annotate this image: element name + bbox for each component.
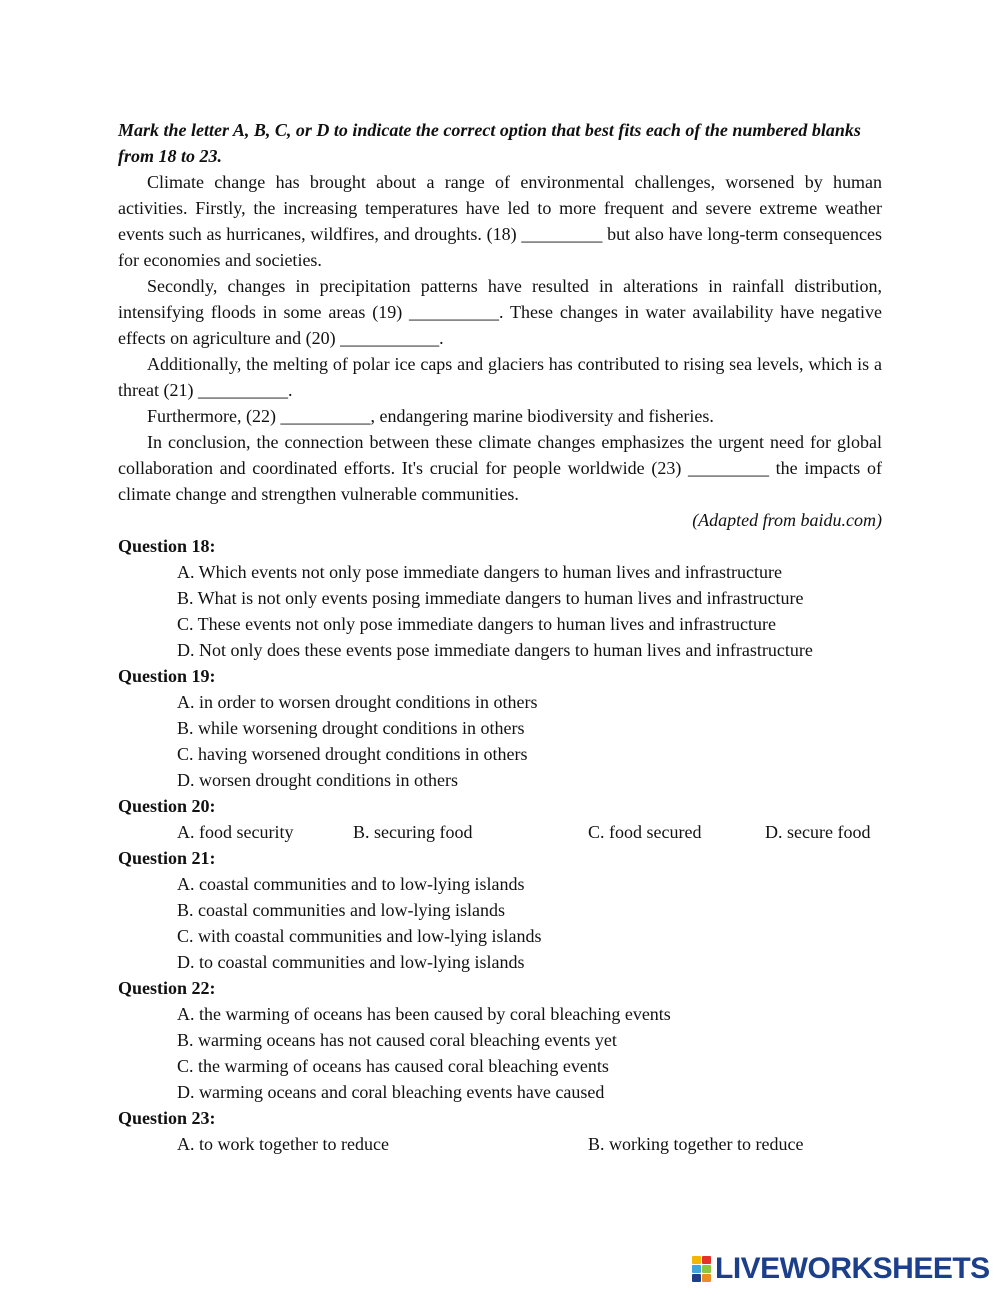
logo-square-yellow: [692, 1256, 701, 1264]
liveworksheets-logo[interactable]: [692, 1254, 990, 1284]
question-20-option-b[interactable]: B. securing food: [353, 822, 473, 842]
question-20-option-c[interactable]: C. food secured: [588, 822, 702, 842]
source-citation: (Adapted from baidu.com): [692, 510, 882, 530]
passage-paragraph-3: Additionally, the melting of polar ice caps and glaciers has contributed to rising sea levels, which is a threat (21) __________.: [118, 354, 882, 400]
question-20-options-row: [118, 819, 882, 845]
question-19-option-a[interactable]: A. in order to worsen drought conditions in others: [177, 692, 538, 712]
question-22-option-a[interactable]: A. the warming of oceans has been caused by coral bleaching events: [177, 1004, 671, 1024]
worksheet-page: [118, 117, 882, 1157]
question-23-option-b[interactable]: B. working together to reduce: [588, 1134, 804, 1154]
question-18-option-c[interactable]: C. These events not only pose immediate dangers to human lives and infrastructure: [177, 614, 777, 634]
question-19-option-b[interactable]: B. while worsening drought conditions in others: [177, 718, 525, 738]
passage-paragraph-4: Furthermore, (22) __________, endangering marine biodiversity and fisheries.: [147, 406, 714, 426]
question-21-option-c[interactable]: C. with coastal communities and low-lying islands: [177, 926, 542, 946]
logo-square-orange: [702, 1274, 711, 1282]
passage-paragraph-1: Climate change has brought about a range of environmental challenges, worsened by human activities. Firstly, the increasing temperatures have led to more frequent and severe extreme weather events such as hurricanes, wildfires, and droughts. (18) _________ but also have long-term consequences for economies and societies.: [118, 172, 882, 270]
liveworksheets-logo-icon: [692, 1256, 712, 1282]
question-18-label: Question 18:: [118, 536, 216, 556]
question-20-label: Question 20:: [118, 796, 216, 816]
question-22-option-d[interactable]: D. warming oceans and coral bleaching events have caused: [177, 1082, 605, 1102]
question-19-option-d[interactable]: D. worsen drought conditions in others: [177, 770, 458, 790]
question-22-option-b[interactable]: B. warming oceans has not caused coral bleaching events yet: [177, 1030, 617, 1050]
question-21-option-a[interactable]: A. coastal communities and to low-lying islands: [177, 874, 525, 894]
question-20-option-d[interactable]: D. secure food: [765, 822, 871, 842]
question-18-option-b[interactable]: B. What is not only events posing immediate dangers to human lives and infrastructure: [177, 588, 804, 608]
logo-square-red: [702, 1256, 711, 1264]
question-18-option-a[interactable]: A. Which events not only pose immediate dangers to human lives and infrastructure: [177, 562, 783, 582]
question-23-option-a[interactable]: A. to work together to reduce: [177, 1134, 389, 1154]
question-21-option-b[interactable]: B. coastal communities and low-lying islands: [177, 900, 505, 920]
question-22-label: Question 22:: [118, 978, 216, 998]
logo-square-green: [702, 1265, 711, 1273]
question-23-label: Question 23:: [118, 1108, 216, 1128]
passage-paragraph-2: Secondly, changes in precipitation patterns have resulted in alterations in rainfall distribution, intensifying floods in some areas (19) __________. These changes in water availability have negative effects on agriculture and (20) ___________.: [118, 276, 882, 348]
question-21-label: Question 21:: [118, 848, 216, 868]
question-18-option-d[interactable]: D. Not only does these events pose immediate dangers to human lives and infrastructure: [177, 640, 813, 660]
question-21-option-d[interactable]: D. to coastal communities and low-lying islands: [177, 952, 525, 972]
question-19-option-c[interactable]: C. having worsened drought conditions in others: [177, 744, 528, 764]
question-20-option-a[interactable]: A. food security: [177, 822, 294, 842]
instruction-text: Mark the letter A, B, C, or D to indicate the correct option that best fits each of the numbered blanks from 18 to 23.: [118, 120, 861, 166]
question-22-option-c[interactable]: C. the warming of oceans has caused coral bleaching events: [177, 1056, 609, 1076]
passage-paragraph-5: In conclusion, the connection between these climate changes emphasizes the urgent need for global collaboration and coordinated efforts. It's crucial for people worldwide (23) _________ the impacts of climate change and strengthen vulnerable communities.: [118, 432, 882, 504]
logo-square-blue: [692, 1265, 701, 1273]
logo-square-navy: [692, 1274, 701, 1282]
question-19-label: Question 19:: [118, 666, 216, 686]
question-23-options-row: [118, 1131, 882, 1157]
logo-wordmark: LIVEWORKSHEETS: [715, 1252, 990, 1285]
